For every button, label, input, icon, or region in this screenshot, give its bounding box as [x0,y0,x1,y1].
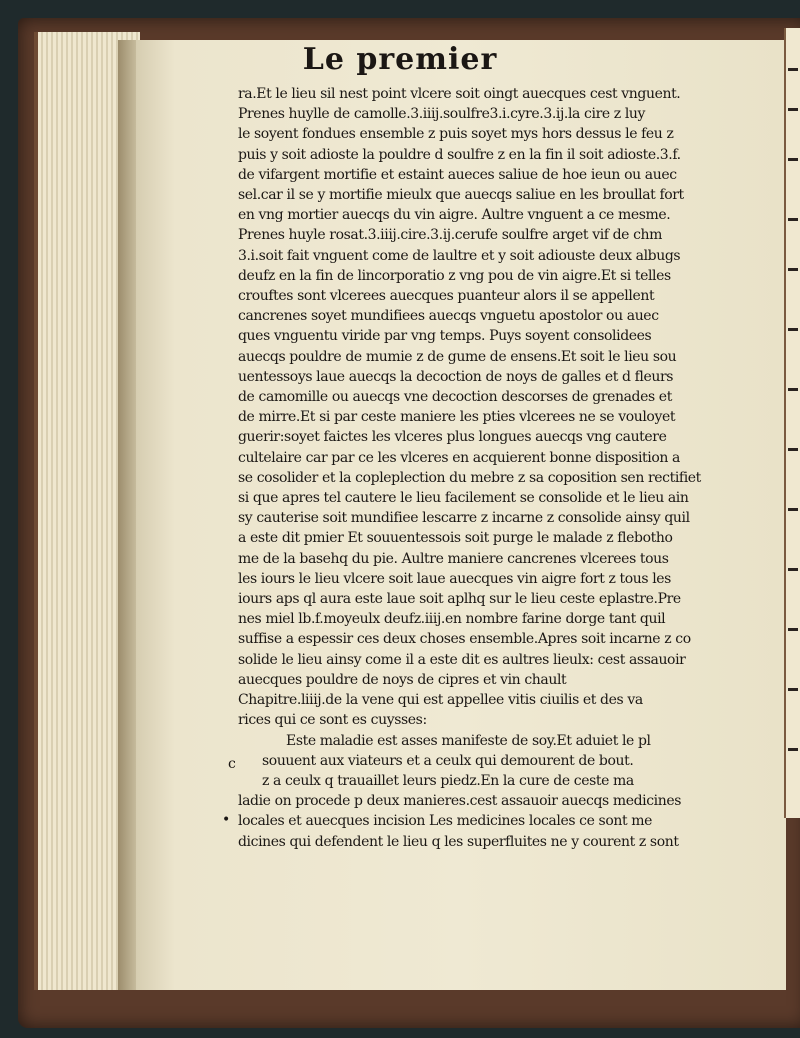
text-line: z a ceulx q trauaillet leurs piedz.En la cure de ceste ma [262,772,634,789]
text-line: crouftes sont vlcerees auecques puanteur alors il se appellent [238,288,655,305]
text-line: Chapitre.liiij.de la vene qui est appellee vitis ciuilis et des va [238,692,643,709]
text-line: Prenes huyle rosat.3.iiij.cire.3.ij.cerufe soulfre arget vif de chm [238,227,663,244]
text-line: puis y soit adioste la pouldre d soulfre z en la fin il soit adioste.3.f. [238,146,681,163]
text-line: locales et auecques incision Les medicines locales ce sont me [238,813,653,830]
text-line: nes miel lb.f.moyeulx deufz.iiij.en nombre farine dorge tant quil [238,611,666,628]
text-line: solide le lieu ainsy come il a este dit es aultres lieulx: cest assauoir [238,651,686,668]
text-line: de mirre.Et si par ceste maniere les pties vlcerees ne se vouloyet [238,409,676,426]
text-line: uentessoys laue auecqs la decoction de noys de galles et d fleurs [238,368,674,385]
text-line: souuent aux viateurs et a ceulx qui demourent de bout. [262,752,634,769]
margin-note: • [222,812,231,828]
text-line: me de la basehq du pie. Aultre maniere cancrenes vlcerees tous [238,550,669,567]
adjacent-page-edge [784,28,800,818]
text-line: cancrenes soyet mundifiees auecqs vnguetu apostolor ou auec [238,308,659,325]
text-line: Prenes huylle de camolle.3.iiij.soulfre3.i.cyre.3.ij.la cire z luy [238,106,646,123]
text-line: rices qui ce sont es cuysses: [238,712,427,729]
page-text [238,84,738,852]
text-line: a este dit pmier Et souuentessois soit purge le malade z flebotho [238,530,673,547]
text-line: iours aps ql aura este laue soit aplhq sur le lieu ceste eplastre.Pre [238,591,681,608]
text-line: auecqs pouldre de mumie z de gume de ensens.Et soit le lieu sou [238,348,677,365]
text-line: les iours le lieu vlcere soit laue auecques vin aigre fort z tous les [238,570,671,587]
running-head: Le premier [302,42,498,77]
text-line: de vifargent mortifie et estaint aueces saliue de hoe ieun ou auec [238,166,677,183]
text-line: le soyent fondues ensemble z puis soyet mys hors dessus le feu z [238,126,674,143]
text-line: en vng mortier auecqs du vin aigre. Aultre vnguent a ce mesme. [238,207,671,224]
text-line: cultelaire car par ce les vlceres en acquierent bonne disposition a [238,449,680,466]
text-line: sy cauterise soit mundifiee lescarre z incarne z consolide ainsy quil [238,510,690,527]
text-line: 3.i.soit fait vnguent come de laultre et y soit adiouste deux albugs [238,247,681,264]
text-line: ladie on procede p deux manieres.cest assauoir auecqs medicines [238,793,682,810]
text-line: de camomille ou auecqs vne decoction descorses de grenades et [238,389,672,406]
text-line: ra.Et le lieu sil nest point vlcere soit oingt auecques cest vnguent. [238,86,681,102]
text-line: sel.car il se y mortifie mieulx que auecqs saliue en les broullat fort [238,187,684,204]
text-line: dicines qui defendent le lieu q les superfluites ne y courent z sont [238,833,679,850]
text-line: deufz en la fin de lincorporatio z vng pou de vin aigre.Et si telles [238,267,671,284]
text-line: guerir:soyet faictes les vlceres plus longues auecqs vng cautere [238,429,667,446]
text-line: suffise a espessir ces deux choses ensemble.Apres soit incarne z co [238,631,691,648]
text-line: si que apres tel cautere le lieu facilement se consolide et le lieu ain [238,490,689,507]
text-line: auecques pouldre de noys de cipres et vin chault [238,671,567,688]
margin-note: c [228,756,236,772]
text-line: Este maladie est asses manifeste de soy.Et aduiet le pl [286,732,651,749]
text-line: ques vnguentu viride par vng temps. Puys soyent consolidees [238,328,652,345]
text-line: se cosolider et la copleplection du mebre z sa coposition sen rectifiet [238,469,701,486]
